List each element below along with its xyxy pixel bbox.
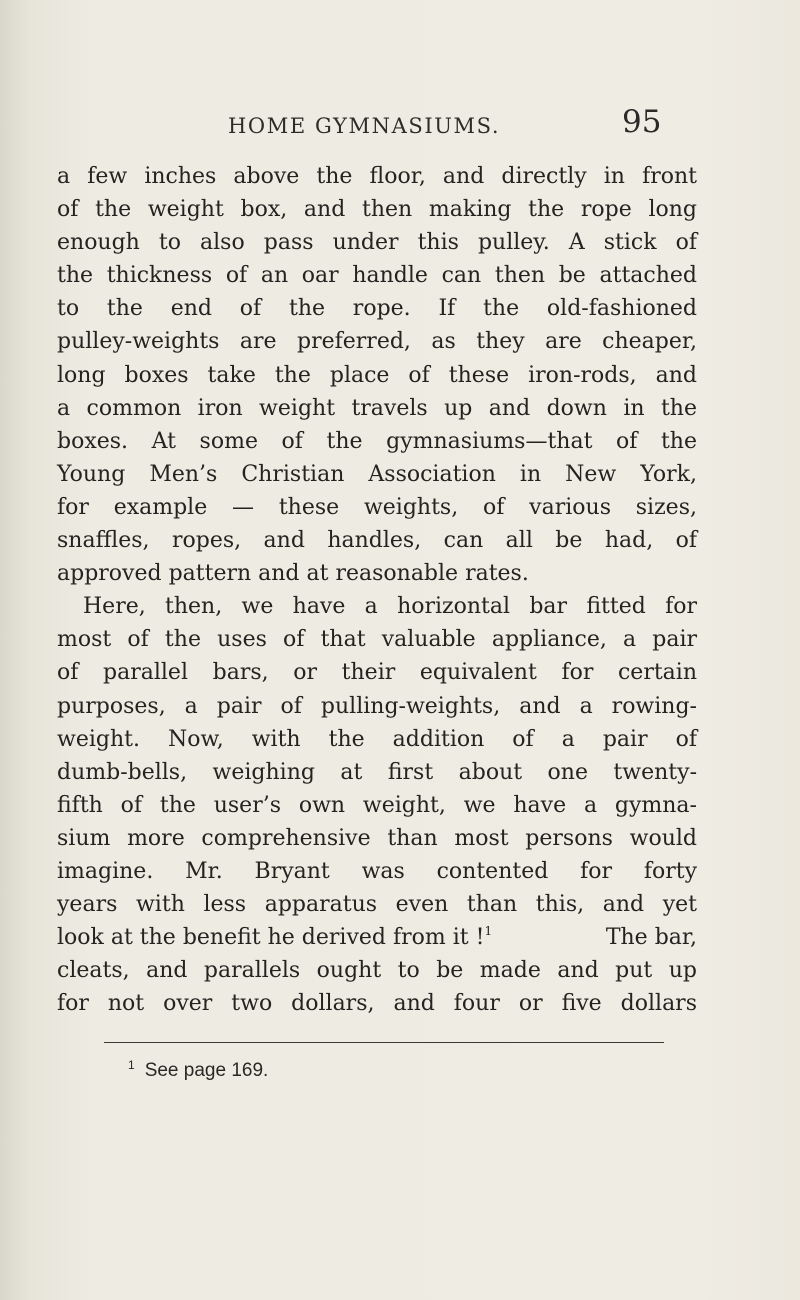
text-line: approved pattern and at reasonable rates. xyxy=(57,561,529,587)
text-line: to the end of the rope. If the old-fashioned xyxy=(57,296,697,322)
line-lead: look at the benefit he derived from it !$^1$ xyxy=(57,924,493,951)
paragraph-start-line: Here, then, we have a horizontal bar fitted for xyxy=(83,594,697,620)
footnote-text: See page 169. xyxy=(144,1060,269,1081)
text-line: weight. Now, with the addition of a pair of xyxy=(57,726,697,752)
text-line-with-footnote-ref xyxy=(57,921,697,954)
text-line: enough to also pass under this pulley. A stick of xyxy=(57,230,697,256)
line-tail: The bar, xyxy=(605,925,697,951)
text-line: of the weight box, and then making the rope long xyxy=(57,197,697,223)
text-line: most of the uses of that valuable appliance, a pair xyxy=(57,627,697,653)
running-head: HOME GYMNASIUMS. xyxy=(228,114,501,138)
text-line: long boxes take the place of these iron-rods, and xyxy=(57,362,697,388)
body-text xyxy=(57,160,697,1020)
text-line: for example — these weights, of various sizes, xyxy=(57,494,697,520)
text-line: the thickness of an oar handle can then be attached xyxy=(57,263,697,289)
text-line: imagine. Mr. Bryant was contented for forty xyxy=(57,858,697,884)
text-line: a few inches above the floor, and directly in front xyxy=(57,164,697,189)
text-line: purposes, a pair of pulling-weights, and a rowing- xyxy=(57,693,697,719)
text-line: a common iron weight travels up and down in the xyxy=(57,395,697,421)
text-line: snaffles, ropes, and handles, can all be had, of xyxy=(57,528,697,554)
text-line: dumb-bells, weighing at first about one twenty- xyxy=(57,759,697,785)
footnote xyxy=(128,1058,268,1082)
text-line: sium more comprehensive than most persons would xyxy=(57,825,697,851)
text-line: fifth of the user’s own weight, we have a gymna- xyxy=(57,792,697,818)
footnote-reference: 1 xyxy=(484,924,493,939)
text-line: for not over two dollars, and four or five dollars xyxy=(57,991,697,1017)
text-line: cleats, and parallels ought to be made and put up xyxy=(57,958,697,984)
page-header xyxy=(0,104,800,144)
footnote-divider xyxy=(104,1042,664,1043)
text-line: boxes. At some of the gymnasiums—that of the xyxy=(57,428,697,454)
text-line: of parallel bars, or their equivalent for certain xyxy=(57,660,697,686)
text-line: years with less apparatus even than this, and yet xyxy=(57,892,697,918)
text-line: Young Men’s Christian Association in New York, xyxy=(57,461,697,487)
page-number: 95 xyxy=(622,104,662,140)
footnote-marker: 1 xyxy=(128,1058,135,1072)
text-line: pulley-weights are preferred, as they are cheaper, xyxy=(57,329,697,355)
